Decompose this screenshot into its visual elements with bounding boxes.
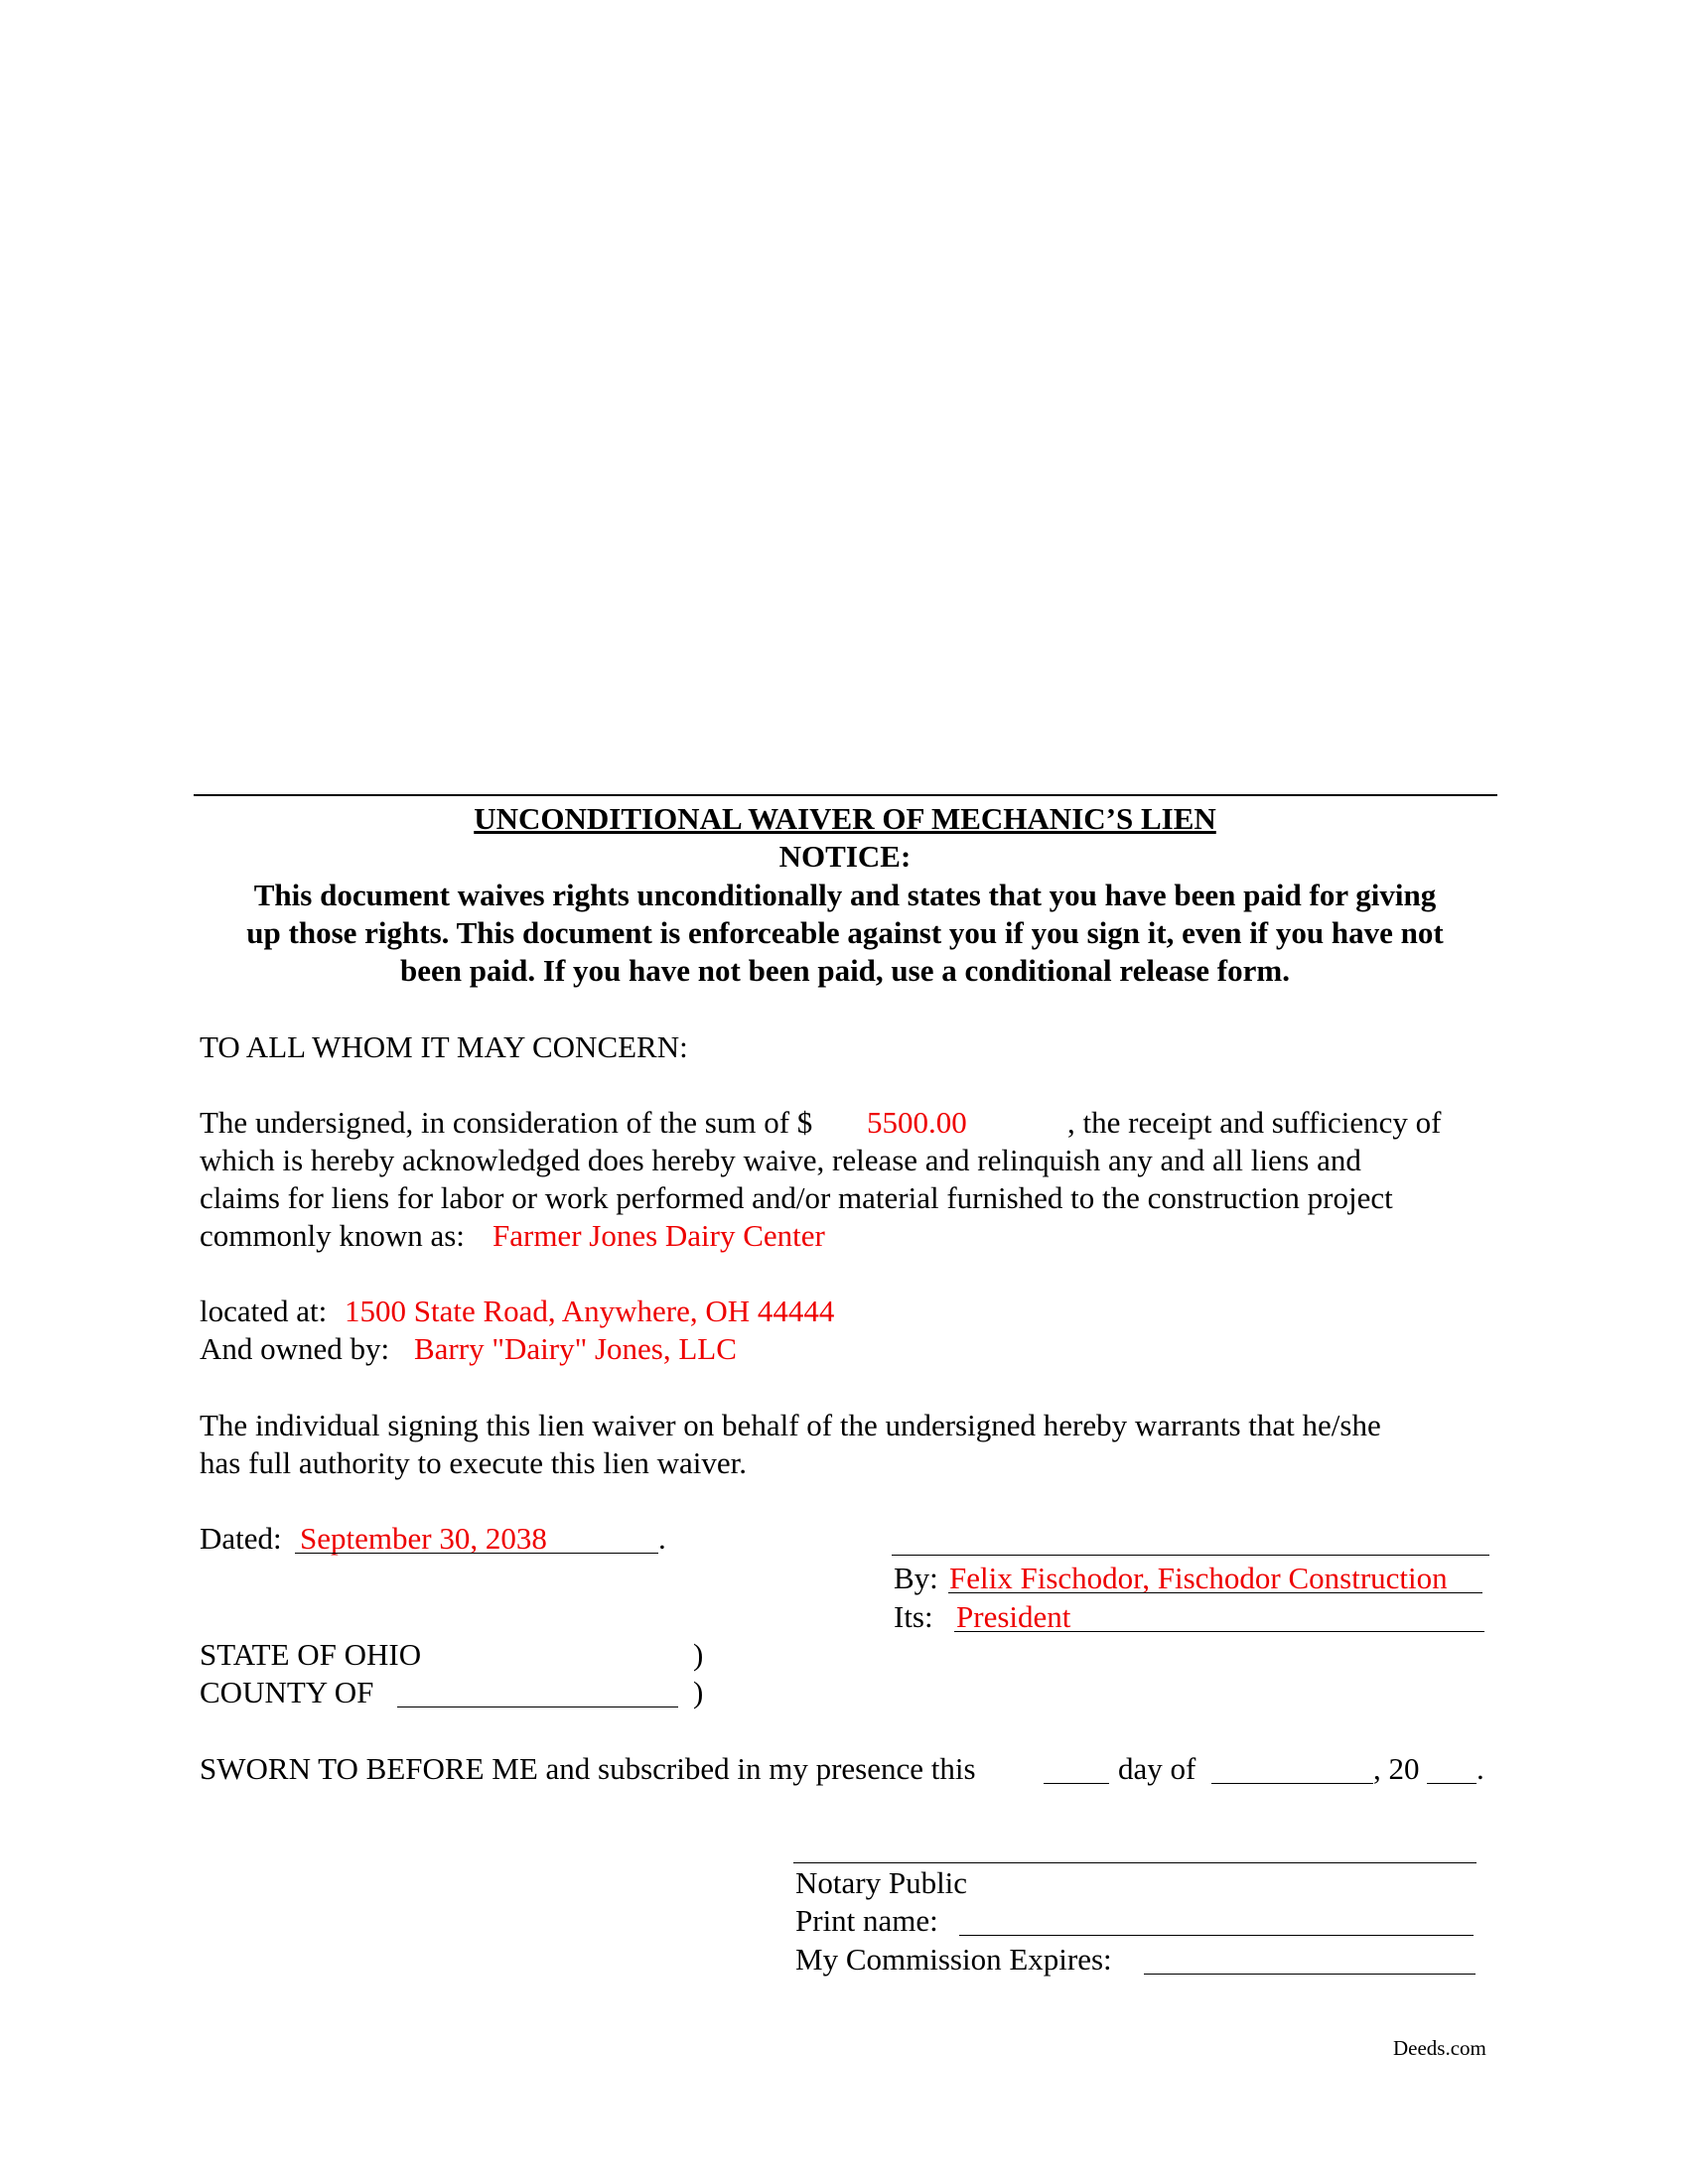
document-title: UNCONDITIONAL WAIVER OF MECHANIC’S LIEN xyxy=(474,801,1216,836)
footer-brand: Deeds.com xyxy=(1393,2036,1486,2060)
notice-line-1: This document waives rights unconditionally and states that you have been paid for giving xyxy=(253,878,1437,912)
notary-print-name-label: Print name: xyxy=(795,1903,938,1938)
county-paren: ) xyxy=(693,1675,704,1709)
owned-label: And owned by: xyxy=(200,1331,390,1366)
county-blank xyxy=(397,1706,678,1707)
dated-value: September 30, 2038 xyxy=(300,1521,547,1556)
by-label: By: xyxy=(894,1561,938,1595)
its-value: President xyxy=(956,1599,1071,1634)
notary-commission-label: My Commission Expires: xyxy=(795,1942,1112,1977)
its-label: Its: xyxy=(894,1599,933,1634)
dated-period: . xyxy=(658,1521,666,1556)
project-label: commonly known as: xyxy=(200,1218,465,1253)
notary-title: Notary Public xyxy=(795,1865,968,1900)
sworn-prefix: SWORN TO BEFORE ME and subscribed in my presence this xyxy=(200,1751,976,1786)
state-label: STATE OF OHIO xyxy=(200,1637,422,1672)
sworn-month-blank xyxy=(1211,1783,1373,1784)
sworn-year-prefix: , 20 xyxy=(1373,1751,1420,1786)
notice-line-3: been paid. If you have not been paid, use a conditional release form. xyxy=(400,953,1290,988)
sworn-period: . xyxy=(1477,1751,1484,1786)
project-name: Farmer Jones Dairy Center xyxy=(492,1218,825,1253)
state-paren: ) xyxy=(693,1637,704,1672)
owner-value: Barry "Dairy" Jones, LLC xyxy=(414,1331,737,1366)
authority-line-2: has full authority to execute this lien waiver. xyxy=(200,1445,747,1480)
notice-heading: NOTICE: xyxy=(778,839,912,874)
salutation: TO ALL WHOM IT MAY CONCERN: xyxy=(200,1029,688,1064)
location-value: 1500 State Road, Anywhere, OH 44444 xyxy=(345,1294,835,1328)
dated-underline xyxy=(295,1553,658,1554)
notice-line-2: up those rights. This document is enforceable against you if you sign it, even if you have not xyxy=(246,915,1444,950)
county-label: COUNTY OF xyxy=(200,1675,374,1709)
notary-signature-line xyxy=(793,1862,1477,1863)
waiver-line-2: which is hereby acknowledged does hereby waive, release and relinquish any and all liens and xyxy=(200,1143,1361,1177)
sworn-year-blank xyxy=(1427,1783,1477,1784)
header-rule xyxy=(194,794,1497,796)
consideration-suffix: , the receipt and sufficiency of xyxy=(1067,1105,1442,1140)
sworn-day-of: day of xyxy=(1118,1751,1196,1786)
notary-print-name-blank xyxy=(959,1935,1474,1936)
consideration-prefix: The undersigned, in consideration of the sum of $ xyxy=(200,1105,813,1140)
dated-label: Dated: xyxy=(200,1521,282,1556)
by-value: Felix Fischodor, Fischodor Construction xyxy=(949,1561,1448,1595)
by-underline xyxy=(948,1592,1482,1593)
sworn-day-blank xyxy=(1044,1783,1109,1784)
located-label: located at: xyxy=(200,1294,328,1328)
authority-line-1: The individual signing this lien waiver on behalf of the undersigned hereby warrants that he/she xyxy=(200,1408,1381,1442)
amount-value: 5500.00 xyxy=(867,1105,967,1140)
its-underline xyxy=(954,1631,1484,1632)
signature-line xyxy=(892,1555,1489,1556)
waiver-line-3: claims for liens for labor or work performed and/or material furnished to the construction project xyxy=(200,1180,1393,1215)
notary-commission-blank xyxy=(1144,1974,1476,1975)
